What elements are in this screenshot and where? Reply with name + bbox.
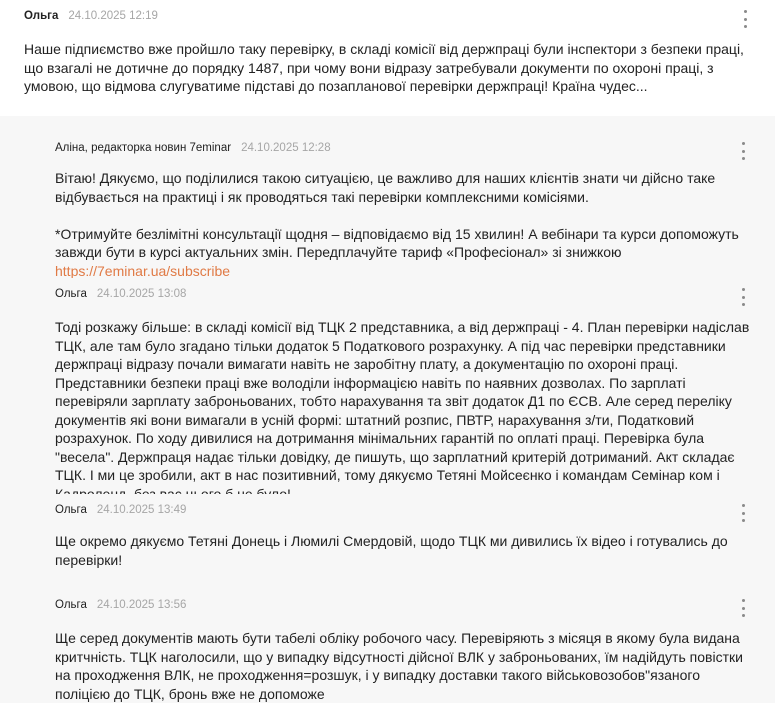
comment-reply bbox=[40, 278, 765, 483]
comment-root bbox=[0, 0, 775, 116]
comment-date: 24.10.2025 12:28 bbox=[241, 142, 331, 154]
comment-text bbox=[24, 40, 755, 96]
comment-meta bbox=[55, 504, 186, 516]
more-options-icon[interactable] bbox=[737, 10, 753, 28]
comment-reply bbox=[40, 494, 765, 584]
more-options-icon[interactable] bbox=[735, 599, 751, 617]
comment-date: 24.10.2025 13:49 bbox=[96, 504, 187, 516]
comment-meta bbox=[24, 10, 158, 22]
comment-reply bbox=[40, 589, 765, 701]
comment-meta bbox=[55, 142, 331, 154]
comment-reply bbox=[40, 132, 765, 279]
comment-paragraph: Вітаю! Дякуємо, що поділилися такою ситуацією, це важливо для наших клієнтів знати чи дійсно таке відбувається на практиці і як проводяться такі перевірки комплексними комісіями. bbox=[55, 170, 716, 205]
comment-author: Ольга bbox=[55, 599, 87, 611]
comment-date: 24.10.2025 12:19 bbox=[68, 10, 158, 22]
comment-paragraph: Ще серед документів мають бути табелі обліку робочого часу. Перевіряють з місяця в якому була видана критчність. ТЦК наголосили, що у випадку відсутності дійсної ВЛК у заброньованих, їм надійдуть повістки на проходження ВЛК, не проходження=розшук, і у випадку доставки такого військовозобов"язаного поліцією до ТЦК, бронь вже не допоможе bbox=[55, 630, 743, 702]
comment-paragraph bbox=[55, 225, 751, 281]
comment-paragraph: Наше підпиємство вже пройшло таку перевірку, в складі комісії від держпраці були інспектори з безпеки праці, що взагалі не дотичне до порядку 1487, при чому вони відразу затребували документи по охороні праці, з умовою, що відмова слугуватиме підставі до позапланової перевірки держпраці! Країна чудес... bbox=[24, 41, 744, 94]
promo-text: *Отримуйте безлімітні консультації щодня – відповідаємо від 15 хвилин! А вебінари та курси допоможуть завжди бути в курсі актуальних змін. Передплачуйте тариф «Професіонал» зі знижкою bbox=[55, 225, 739, 260]
comment-text bbox=[55, 629, 751, 703]
comment-text bbox=[55, 318, 751, 503]
comment-text bbox=[55, 169, 751, 280]
comment-text bbox=[55, 532, 751, 569]
comment-paragraph: Тоді розкажу більше: в складі комісії від ТЦК 2 представника, а від держпраці - 4. План перевірки надіслав ТЦК, але там було згадано тільки додаток 5 Податкового розрахунку. А під час перевірки представники держпраці відразу почали вимагати навіть не заробітну плату, а документацію по охороні праці. Представники безпеки праці вже володіли інформацією навіть по наявних дозволах. По зарплаті перевіряли зарплату заброньованих, тобто нарахування та звіт додаток Д1 по ЄСВ. Але серед переліку документів які вони вимагали в усній формі: штатний розпис, ПВТР, нарахування з/ти, Податковий розрахунок. По ходу дивилися на дотримання мінімальних гарантій по оплаті праці. Перевірка була "весела". Держпраця надає тільки довідку, де пишуть, що зарплатний критерій дотриманий. Акт складає ТЦК. І ми це зробили, акт в нас позитивний, тому дякуємо Тетяні Мойсеєнко і командам Семінар ком і bbox=[55, 319, 750, 483]
comment-author: Аліна, редакторка новин 7eminar bbox=[55, 142, 232, 154]
comment-date: 24.10.2025 13:56 bbox=[96, 599, 187, 611]
more-options-icon[interactable] bbox=[735, 504, 751, 522]
comment-author: Ольга bbox=[24, 10, 59, 22]
comment-date: 24.10.2025 13:08 bbox=[96, 288, 187, 300]
comment-meta bbox=[55, 599, 186, 611]
more-options-icon[interactable] bbox=[735, 288, 751, 306]
comment-author: Ольга bbox=[55, 504, 87, 516]
more-options-icon[interactable] bbox=[735, 142, 751, 160]
comment-paragraph: Ще окремо дякуємо Тетяні Донець і Люмилі Смердовій, щодо ТЦК ми дивились їх відео і готувались до перевірки! bbox=[55, 533, 728, 568]
comment-meta bbox=[55, 288, 186, 300]
subscribe-link[interactable]: https://7eminar.ua/subscribe bbox=[55, 262, 231, 279]
comment-author: Ольга bbox=[55, 288, 87, 300]
